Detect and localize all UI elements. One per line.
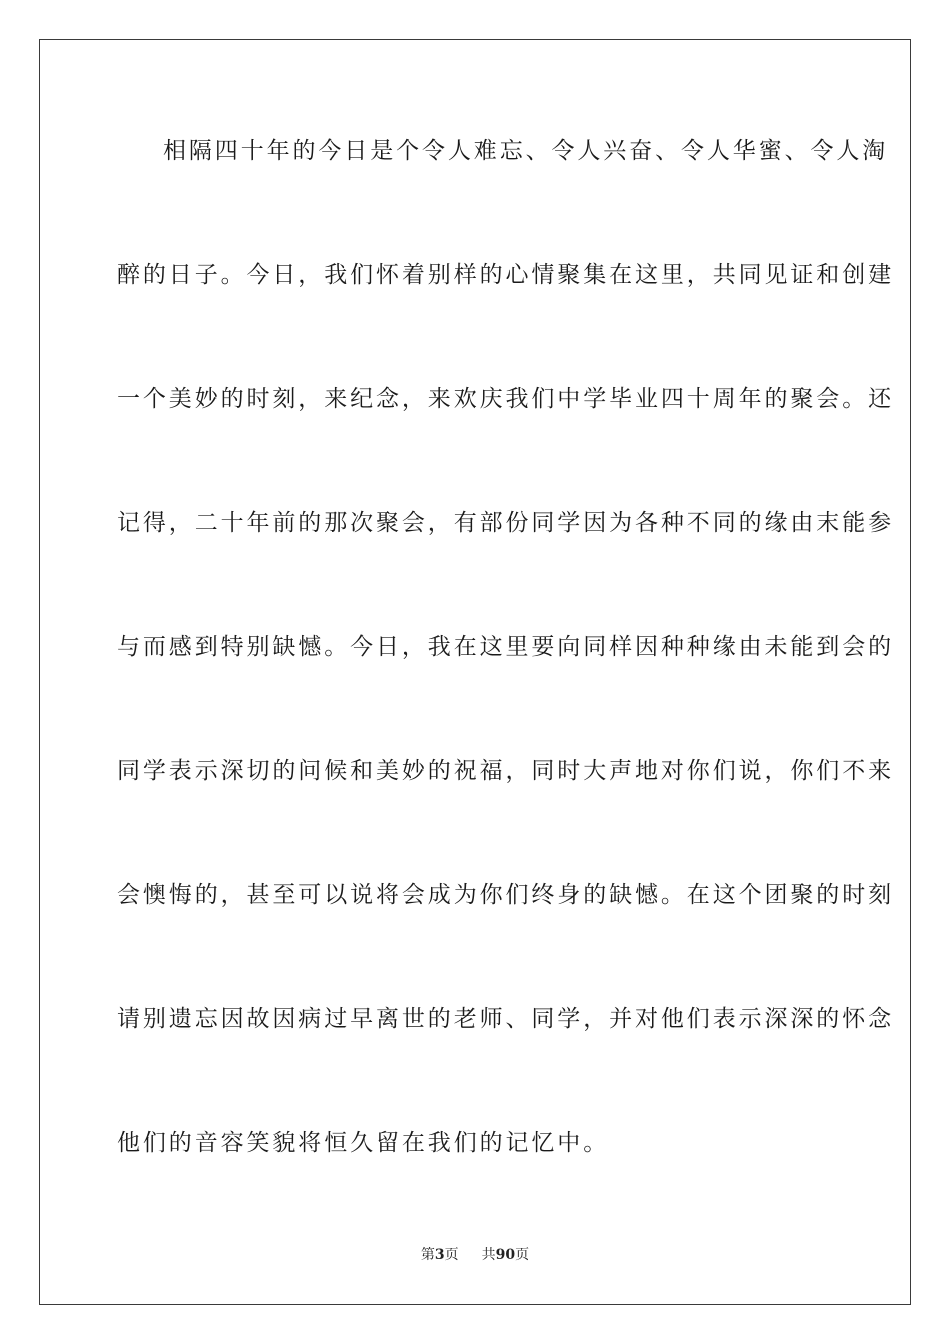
paragraph-line-8: 请别遗忘因故因病过早离世的老师、同学，并对他们表示深深的怀念 [117, 1006, 894, 1032]
paragraph-line-4: 记得，二十年前的那次聚会，有部份同学因为各种不同的缘由末能参 [117, 510, 894, 536]
page-footer [0, 1246, 950, 1264]
paragraph-line-7: 会懊悔的，甚至可以说将会成为你们终身的缺憾。在这个团聚的时刻 [117, 882, 894, 908]
page-border [39, 39, 911, 1305]
total-suffix: 页 [515, 1247, 530, 1263]
total-pages-number: 90 [495, 1247, 516, 1263]
total-pages-label [482, 1246, 529, 1264]
page-number-label [421, 1246, 459, 1264]
paragraph-line-5: 与而感到特别缺憾。今日，我在这里要向同样因种种缘由未能到会的 [117, 634, 894, 660]
paragraph-line-6: 同学表示深切的问候和美妙的祝福，同时大声地对你们说，你们不来 [117, 758, 894, 784]
paragraph-line-2: 醉的日子。今日，我们怀着别样的心情聚集在这里，共同见证和创建 [117, 262, 894, 288]
paragraph-line-3: 一个美妙的时刻，来纪念，来欢庆我们中学毕业四十周年的聚会。还 [117, 386, 894, 412]
paragraph-line-1: 相隔四十年的今日是个令人难忘、令人兴奋、令人华蜜、令人淘 [163, 138, 889, 164]
total-prefix: 共 [481, 1247, 496, 1263]
page-suffix: 页 [444, 1247, 459, 1263]
page-number: 3 [434, 1247, 445, 1263]
page-prefix: 第 [420, 1247, 435, 1263]
paragraph-line-9: 他们的音容笑貌将恒久留在我们的记忆中。 [117, 1130, 610, 1156]
